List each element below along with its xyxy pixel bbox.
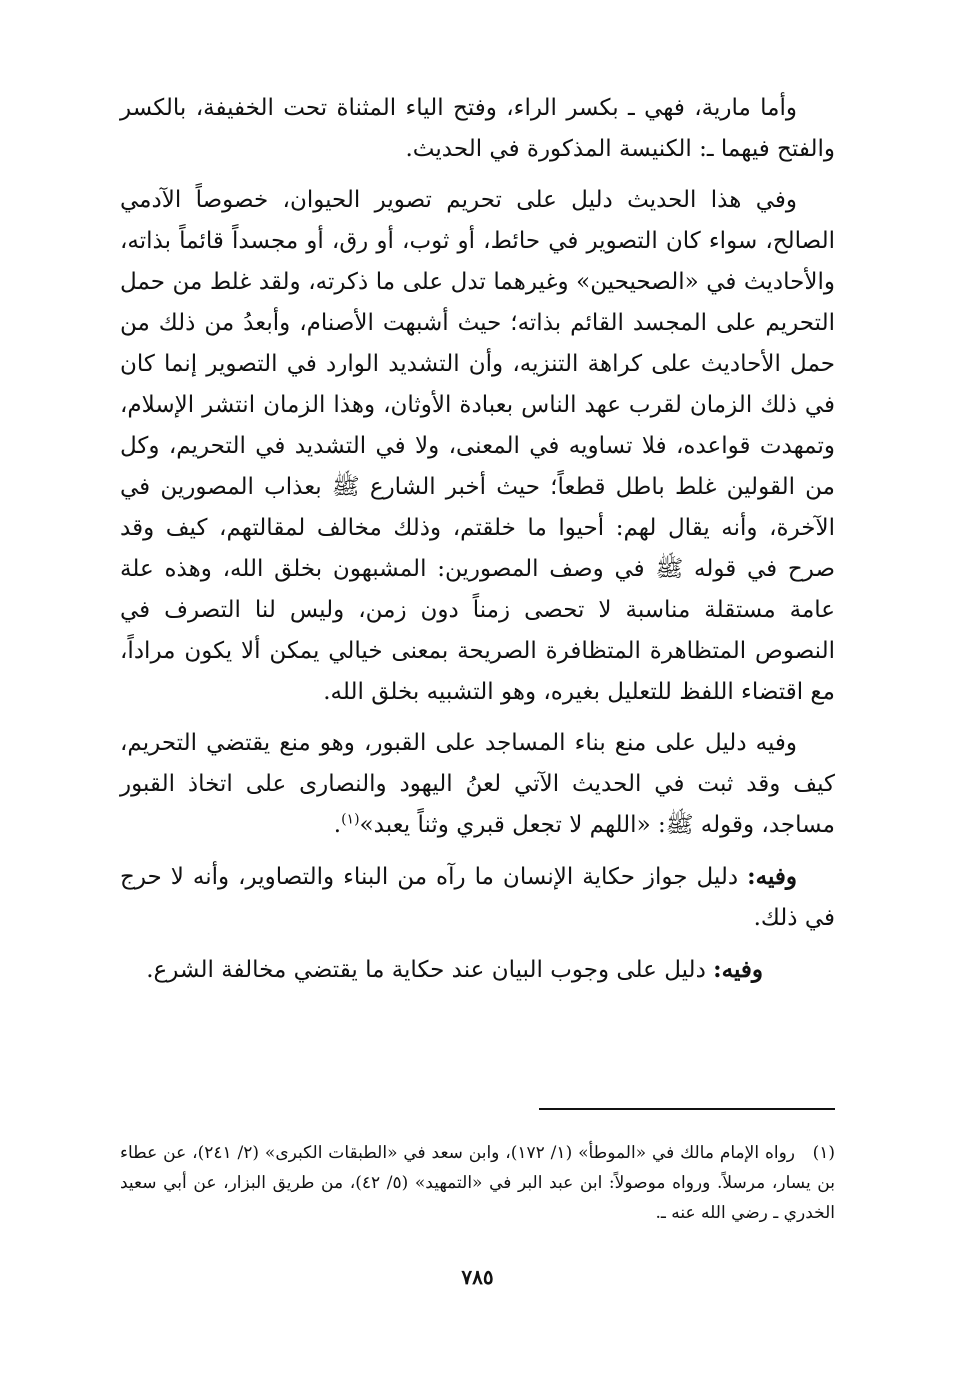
paragraph-image-prohibition [120,180,835,713]
paragraph-narration-permissibility-text: دليل جواز حكاية الإنسان ما رآه من البناء والتصاوير، وأنه لا حرج في ذلك. [120,864,835,931]
paragraph-narration-permissibility [120,856,835,939]
footnote-separator [539,1108,835,1110]
main-text [120,88,835,1001]
paragraph-clarification-duty [120,949,835,991]
footnote-reference[interactable]: (١) [341,811,360,828]
paragraph-lead-word: وفيه: [747,863,797,890]
footnote-number: (١) [812,1143,835,1163]
page-number: ٧٨٥ [461,1265,494,1289]
paragraph-maria-text: وأما مارية، فهي ـ بكسر الراء، وفتح الياء المثناة تحت الخفيفة، بالكسر والفتح فيهما ـ: الكنيسة المذكورة في الحديث. [120,95,835,162]
paragraph-mosques-on-graves-text: وفيه دليل على منع بناء المساجد على القبور، وهو منع يقتضي التحريم، كيف وقد ثبت في الحديث الآتي لعنُ اليهود والنصارى على اتخاذ القبور مساجد، وقوله ﷺ: «اللهم لا تجعل قبري وثناً يعبد» [120,730,835,838]
paragraph-mosques-on-graves-end: . [333,812,342,838]
footnote [120,1138,835,1228]
paragraph-image-prohibition-text: وفي هذا الحديث دليل على تحريم تصوير الحيوان، خصوصاً الآدمي الصالح، سواء كان التصوير في حائط، أو ثوب، أو رق، أو مجسداً قائماً بذاته، والأحاديث في «الصحيحين» وغيرهما تدل على ما ذكرته، ولقد غلط من حمل التحريم على المجسد القائم بذاته؛ حيث أشبهت الأصنام، وأبعدُ من ذلك من حمل الأحاديث على كراهة التنزيه، وأن التشديد الوارد في التصوير إنما كان في ذلك الزمان لقرب عهد الناس بعبادة الأوثان، وهذا الزمان انتشر الإسلام، وتمهدت قواعده، فلا تساويه في المعنى، ولا في التشديد في التحريم، وكل من القولين غلط باطل قطعاً؛ حيث أخبر الشارع ﷺ بعذاب المصورين في الآخرة، وأنه يقال لهم: أحيوا ما خلقتم، وذلك مخالف لمقالتهم، كيف وقد صرح في قوله ﷺ في وصف المصورين: المشبهون بخلق الله، وهذه علة عامة مستقلة مناسبة لا تحصى زمناً دون زمن، وليس لنا التصرف في النصوص المتظاهرة المتظافرة الصريحة بمعنى خيالي يمكن ألا يكون مراداً، مع اقتضاء اللفظ للتعليل بغيره، وهو التشبيه بخلق الله. [120,187,835,705]
paragraph-lead-word: وفيه: [713,956,763,983]
paragraph-mosques-on-graves [120,723,835,846]
footnote-text: رواه الإمام مالك في «الموطأ» (١/ ١٧٢)، وابن سعد في «الطبقات الكبرى» (٢/ ٢٤١)، عن عطاء بن يسار، مرسلاً. ورواه موصولاً: ابن عبد البر في «التمهيد» (٥/ ٤٢)، من طريق البزار، عن أبي سعيد الخدري ـ رضي الله عنه ـ. [120,1143,835,1223]
paragraph-clarification-duty-text: دليل على وجوب البيان عند حكاية ما يقتضي مخالفة الشرع. [146,957,706,983]
paragraph-maria [120,88,835,170]
